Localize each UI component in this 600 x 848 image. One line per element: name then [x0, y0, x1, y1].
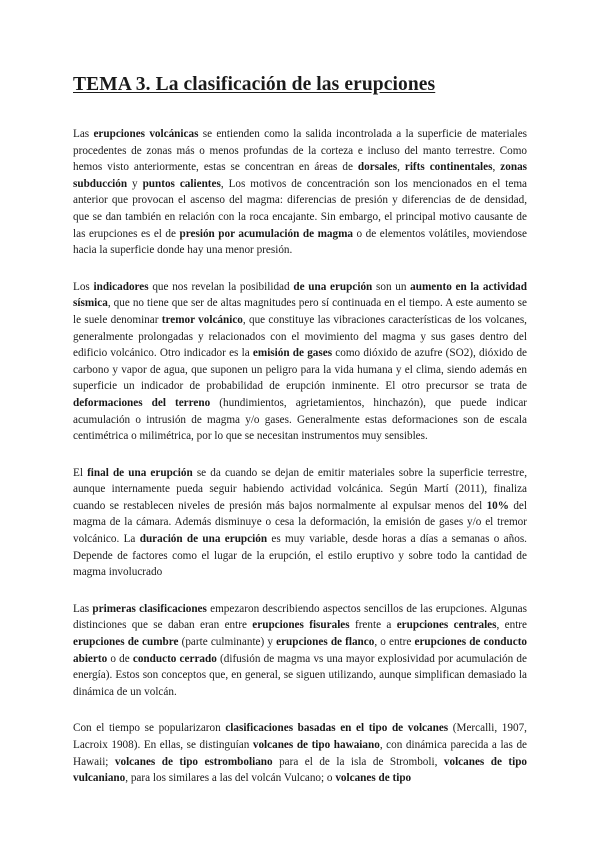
text-run: o de — [107, 652, 133, 665]
bold-term: aumento en la actividad sísmica — [73, 280, 527, 310]
text-run: , que no tiene que ser de altas magnitudes pero sí continuada en el tiempo. A este aumento se le suele denominar — [73, 297, 527, 326]
bold-term: erupciones volcánicas — [93, 128, 199, 140]
text-run: , — [492, 161, 501, 174]
bold-term: rifts continentales — [404, 161, 493, 174]
text-run: se entienden como la salida incontrolada a la superficie de materiales procedentes de zonas más o menos profundas de la corteza e incluso del manto terrestre. Como hemos visto anteriormente, estas se concentran en áreas de — [73, 128, 528, 174]
bold-term: primeras clasificaciones — [92, 602, 207, 615]
bold-term: volcanes de tipo estromboliano — [114, 755, 273, 768]
bold-term: final de una erupción — [87, 466, 193, 479]
bold-term: erupciones de conducto abierto — [73, 636, 528, 665]
bold-term: volcanes de tipo — [335, 772, 412, 785]
text-run: Los — [73, 280, 94, 293]
bold-term: conducto cerrado — [132, 652, 217, 665]
paragraph-3 — [73, 465, 527, 581]
bold-term: duración de una erupción — [139, 533, 268, 546]
text-run: del magma de la cámara. Además disminuye o cesa la deformación, la emisión de gases y/o el tremor volcánico. La — [73, 499, 527, 546]
paragraph-5 — [73, 720, 527, 786]
bold-term: erupciones de flanco — [276, 636, 375, 649]
page-title: TEMA 3. La clasificación de las erupciones — [73, 74, 436, 95]
text-run: Las — [73, 602, 93, 615]
text-run: , que constituye las vibraciones características de los volcanes, generalmente prolongadas y relacionados con el movimiento del magma y sus gases dentro del edificio volcánico. Otro indicador es la — [73, 313, 527, 360]
bold-term: zonas subducción — [73, 161, 528, 190]
bold-term: de una erupción — [293, 280, 373, 293]
bold-term: puntos calientes — [142, 177, 221, 190]
text-run: El — [73, 466, 88, 479]
text-run: que nos revelan la posibilidad — [148, 280, 294, 293]
bold-term: erupciones fisurales — [252, 619, 350, 632]
text-run: , entre — [496, 619, 527, 632]
text-run: y — [127, 177, 143, 190]
bold-term: deformaciones del terreno — [73, 396, 211, 409]
document-body — [73, 126, 527, 787]
bold-term: dorsales — [357, 161, 398, 174]
text-run: o de elementos volátiles, moviendose hacia la superficie donde hay una menor presión. — [73, 227, 527, 257]
bold-term: 10% — [486, 499, 509, 512]
text-run: (difusión de magma vs una mayor explosividad por acumulación de energía). Estos son conceptos que, en general, se siguen utilizando, aunque simplifican demasiado la dinámica de un volcán. — [73, 652, 527, 698]
text-run: , — [397, 161, 405, 174]
bold-term: clasificaciones basadas en el tipo de volcanes — [225, 722, 449, 735]
text-run: , con dinámica parecida a las de Hawaii; — [73, 739, 528, 768]
bold-term: presión por acumulación de magma — [179, 227, 354, 240]
bold-term: volcanes de tipo hawaiano — [252, 739, 380, 751]
paragraph-1 — [73, 126, 527, 259]
paragraph-2 — [73, 279, 527, 445]
text-run: empezaron describiendo aspectos sencillos de las erupciones. Algunas distinciones que se daban eran entre — [73, 602, 527, 632]
text-run: para el de la isla de Stromboli, — [272, 755, 444, 768]
text-run: (parte culminante) y — [178, 636, 277, 649]
text-run: , Los motivos de concentración son los mencionados en el tema anterior que provocan el ascenso del magma: diferencias de presión y diferencias de de densidad, que se dan también en relación con la roca encajante. Sin embargo, el principal motivo causante de las erupciones es el de — [73, 177, 528, 240]
text-run: frente a — [349, 619, 397, 632]
text-run: Con el tiempo se popularizaron — [73, 722, 226, 735]
text-run: (hundimientos, agrietamientos, hinchazón), que puede indicar acumulación o intrusión de magma y/o gases. Generalmente estas deformaciones son de escala centimétrica o milimétrica, por lo que se necesitan instrumentos muy sensibles. — [73, 396, 528, 443]
bold-term: volcanes de tipo vulcaniano — [73, 755, 528, 785]
bold-term: tremor volcánico — [161, 313, 243, 326]
text-run: son un — [372, 280, 411, 293]
bold-term: erupciones centrales — [396, 619, 497, 632]
bold-term: emisión de gases — [252, 347, 333, 360]
text-run: , o entre — [374, 636, 415, 649]
text-run: como dióxido de azufre (SO2), dióxido de carbono y vapor de agua, que suponen un peligro para la vida humana y el clima, siendo además en superficie un indicador de probabilidad de erupción inminente. El otro precursor se trata de — [73, 347, 528, 393]
bold-term: indicadores — [93, 280, 149, 293]
text-run: Las — [73, 128, 94, 140]
text-run: se da cuando se dejan de emitir materiales sobre la superficie terrestre, aunque internamente pueda seguir habiendo actividad volcánica. Según Martí (2011), finaliza cuando se restablecen niveles de presión más bajos normalmente al expulsar menos del — [73, 466, 528, 512]
text-run: es muy variable, desde horas a días a semanas o años. Depende de factores como el lugar de la erupción, el estilo eruptivo y sobre todo la cantidad de magma involucrado — [73, 533, 527, 579]
text-run: (Mercalli, 1907, Lacroix 1908). En ellas, se distinguían — [73, 722, 527, 751]
text-run: , para los similares a las del volcán Vulcano; o — [125, 772, 336, 785]
bold-term: erupciones de cumbre — [73, 636, 179, 649]
paragraph-4 — [73, 601, 527, 701]
